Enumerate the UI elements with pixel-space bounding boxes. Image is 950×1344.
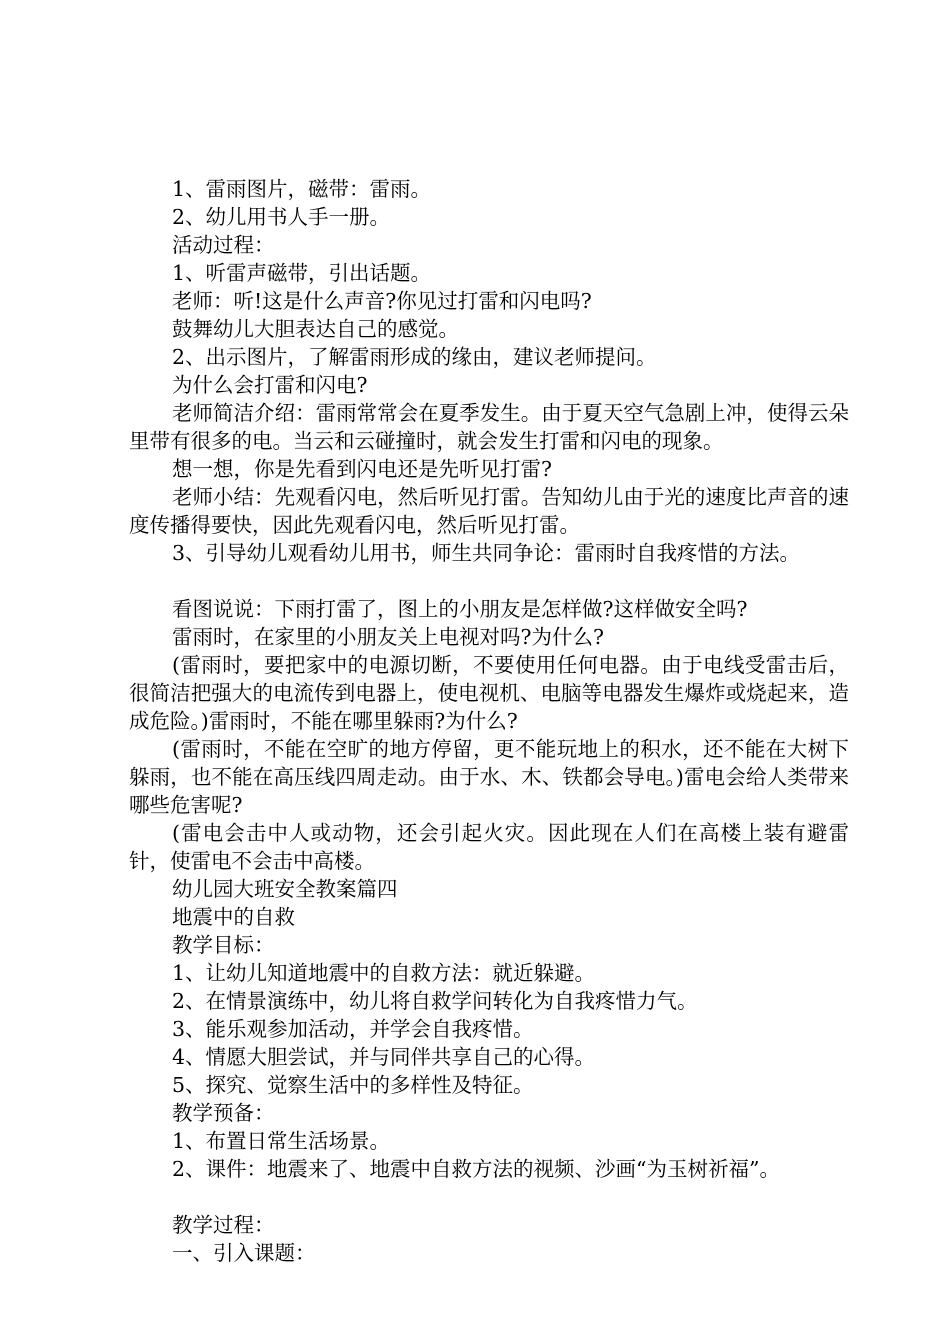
paragraph: 3、引导幼儿观看幼儿用书，师生共同争论：雷雨时自我疼惜的方法。 xyxy=(172,541,801,565)
paragraph: 看图说说：下雨打雷了，图上的小朋友是怎样做?这样做安全吗? xyxy=(172,597,748,621)
document-body xyxy=(129,175,849,1267)
paragraph: 为什么会打雷和闪电? xyxy=(172,373,368,397)
paragraph: (雷电会击中人或动物，还会引起火灾。因此现在人们在高楼上装有避雷针，使雷电不会击中高楼。 xyxy=(129,821,849,873)
paragraph: (雷雨时，要把家中的电源切断，不要使用任何电器。由于电线受雷击后，很简洁把强大的电流传到电器上，使电视机、电脑等电器发生爆炸或烧起来，造成危险。)雷雨时，不能在哪里躲雨?为什么? xyxy=(129,653,849,733)
paragraph: 幼儿园大班安全教案篇四 xyxy=(172,877,398,901)
paragraph: 老师小结：先观看闪电，然后听见打雷。告知幼儿由于光的速度比声音的速度传播得要快，因此先观看闪电，然后听见打雷。 xyxy=(129,485,849,537)
paragraph: 2、课件：地震来了、地震中自救方法的视频、沙画“为玉树祈福”。 xyxy=(172,1157,781,1181)
paragraph: 雷雨时，在家里的小朋友关上电视对吗?为什么? xyxy=(172,625,604,649)
paragraph: 1、让幼儿知道地震中的自救方法：就近躲避。 xyxy=(172,961,596,985)
paragraph: 鼓舞幼儿大胆表达自己的感觉。 xyxy=(172,317,459,341)
paragraph: 1、听雷声磁带，引出话题。 xyxy=(172,261,432,285)
paragraph: 4、情愿大胆尝试，并与同伴共享自己的心得。 xyxy=(172,1045,596,1069)
paragraph: 1、雷雨图片，磁带：雷雨。 xyxy=(172,177,432,201)
paragraph: 5、探究、觉察生活中的多样性及特征。 xyxy=(172,1073,534,1097)
paragraph: 2、幼儿用书人手一册。 xyxy=(172,205,391,229)
paragraph: (雷雨时，不能在空旷的地方停留，更不能玩地上的积水，还不能在大树下躲雨，也不能在高压线四周走动。由于水、木、铁都会导电。)雷电会给人类带来哪些危害呢? xyxy=(129,737,849,817)
paragraph: 老师：听!这是什么声音?你见过打雷和闪电吗? xyxy=(172,289,592,313)
paragraph: 教学过程： xyxy=(172,1213,275,1237)
paragraph: 活动过程： xyxy=(172,233,275,257)
blank-line xyxy=(129,567,849,595)
paragraph: 2、在情景演练中，幼儿将自救学问转化为自我疼惜力气。 xyxy=(172,989,698,1013)
paragraph: 一、引入课题： xyxy=(172,1241,316,1265)
paragraph: 2、出示图片，了解雷雨形成的缘由，建议老师提问。 xyxy=(172,345,657,369)
paragraph: 教学目标： xyxy=(172,933,275,957)
blank-line xyxy=(129,1183,849,1211)
paragraph: 地震中的自救 xyxy=(172,905,295,929)
paragraph: 想一想，你是先看到闪电还是先听见打雷? xyxy=(172,457,552,481)
paragraph: 3、能乐观参加活动，并学会自我疼惜。 xyxy=(172,1017,534,1041)
paragraph: 教学预备： xyxy=(172,1101,275,1125)
paragraph: 1、布置日常生活场景。 xyxy=(172,1129,391,1153)
paragraph: 老师简洁介绍：雷雨常常会在夏季发生。由于夏天空气急剧上冲，使得云朵里带有很多的电。当云和云碰撞时，就会发生打雷和闪电的现象。 xyxy=(129,401,849,453)
